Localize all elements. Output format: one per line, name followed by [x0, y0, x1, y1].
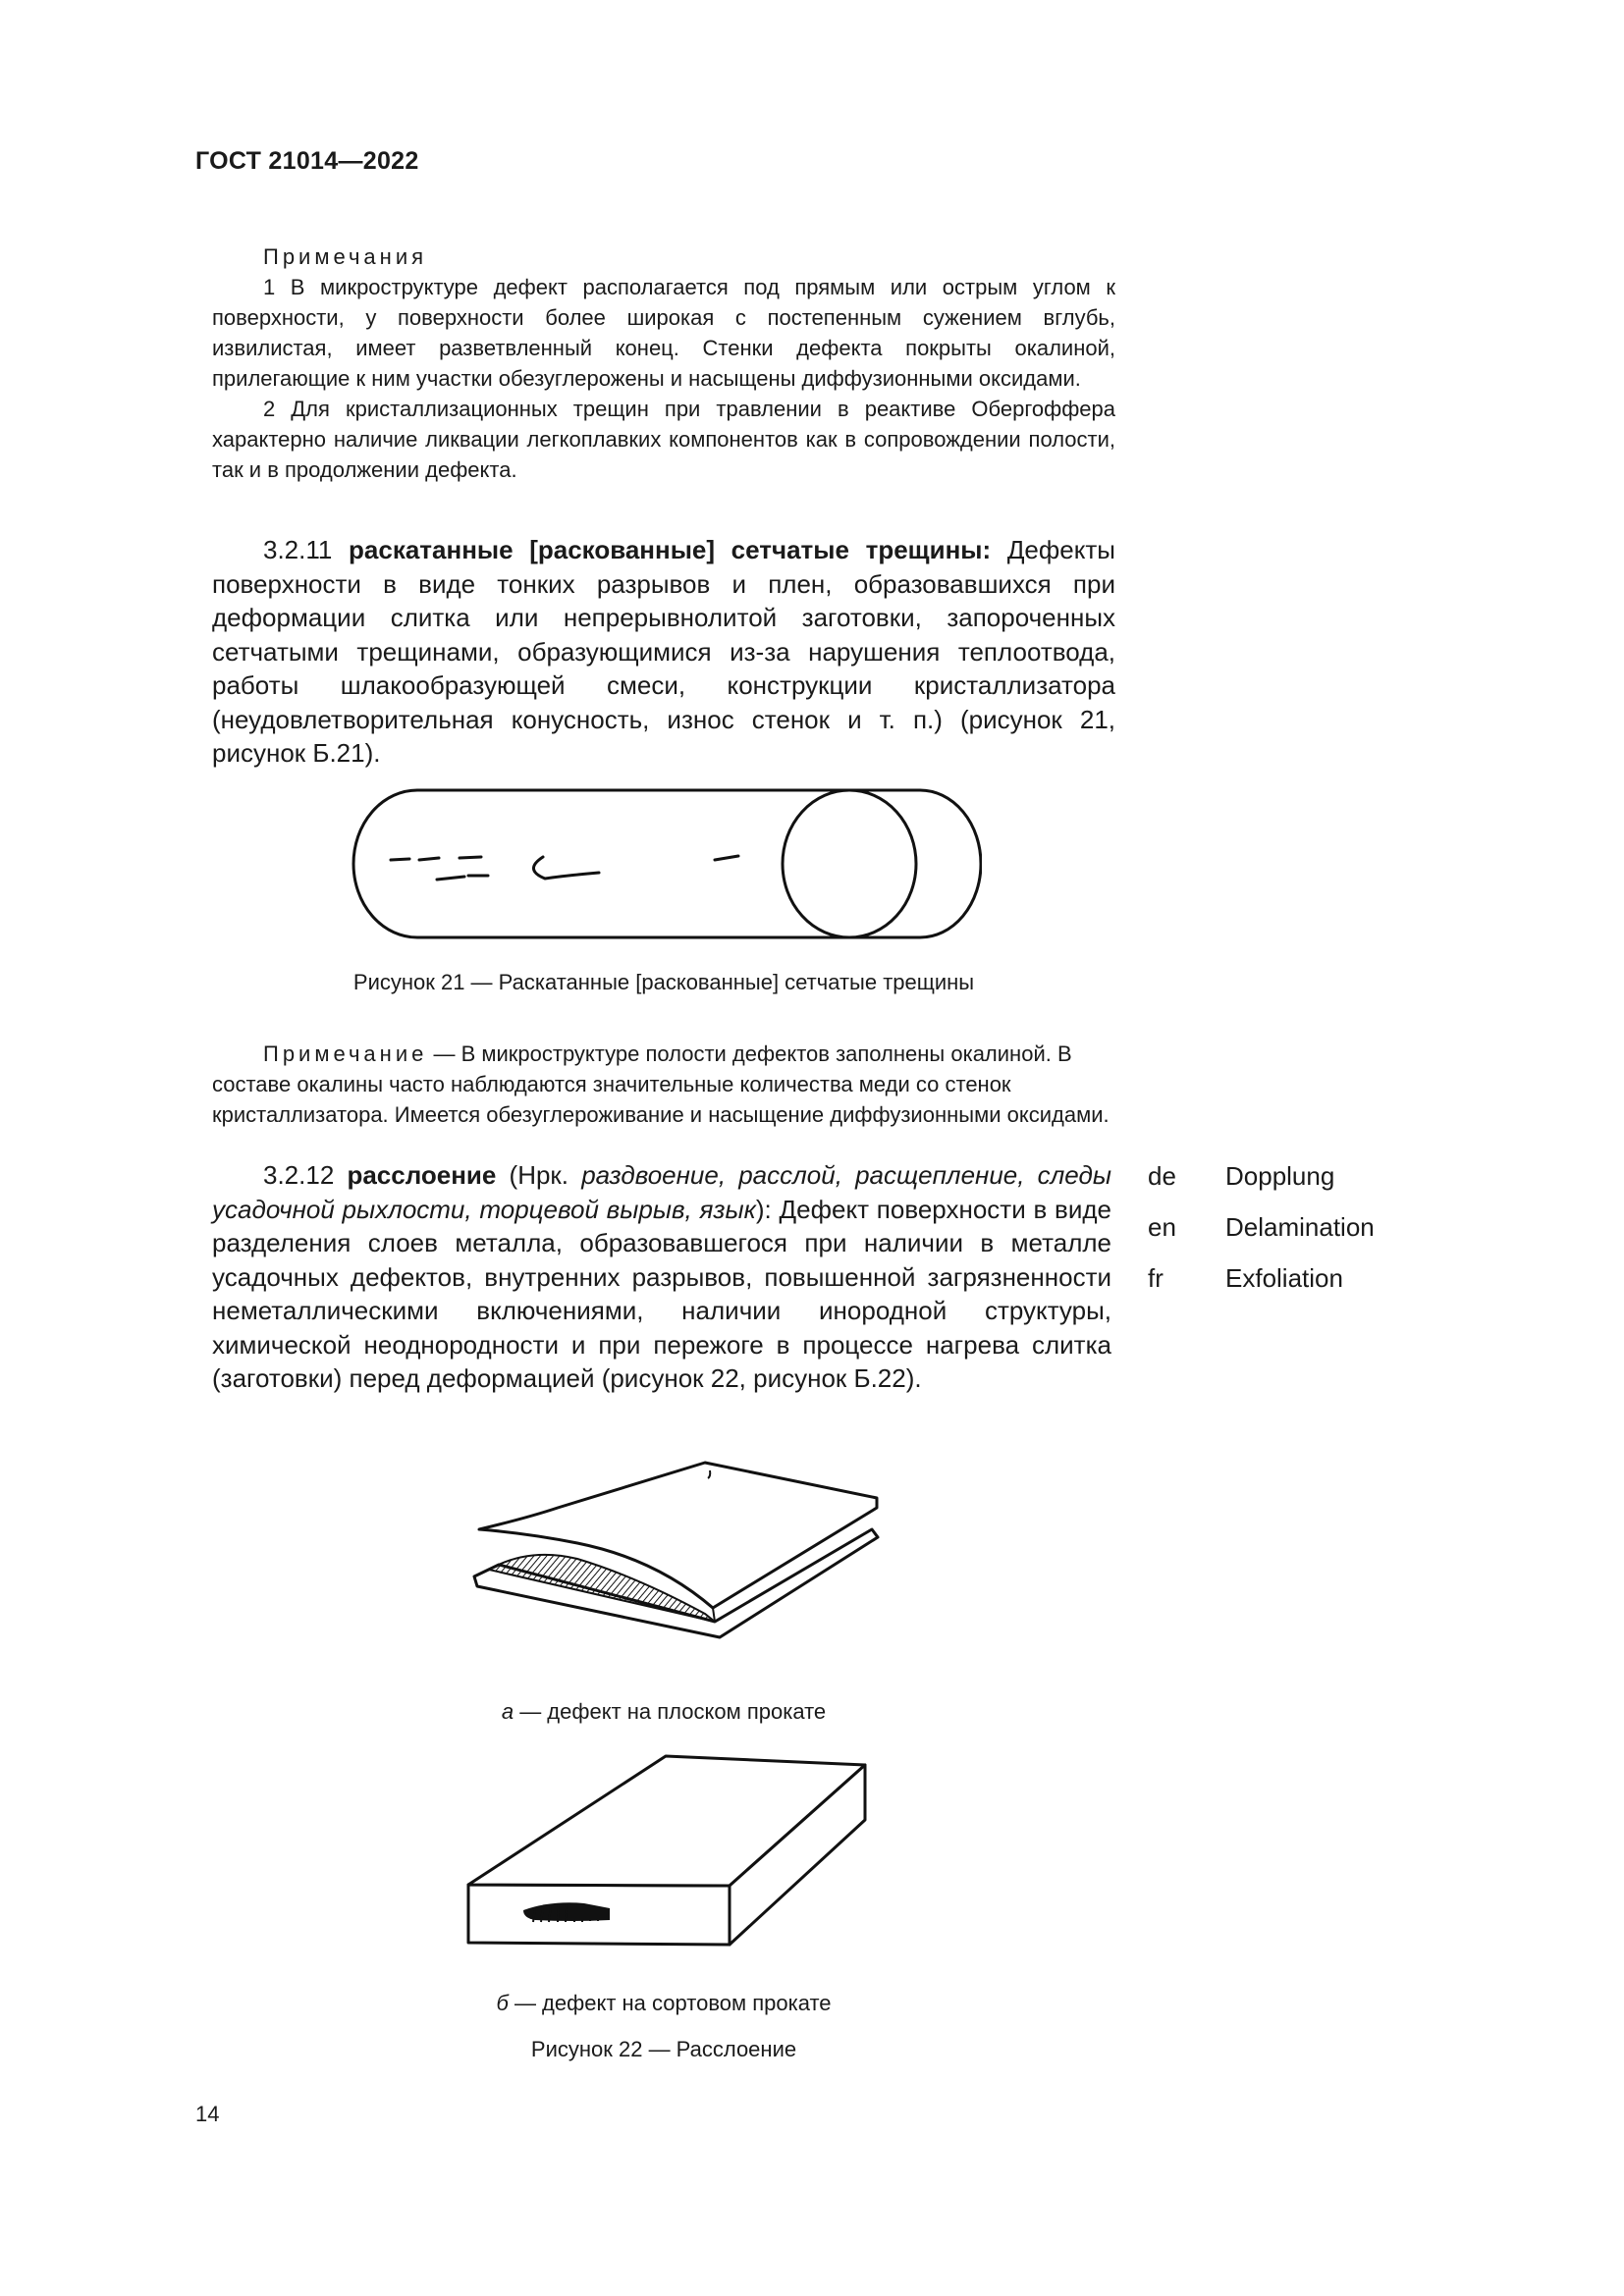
notes-title: Примечания [263, 244, 428, 269]
term-definition: Дефекты поверхности в виде тонких разрывов и плен, образовавшихся при деформации слитка или непрерывнолитой заготовки, запороченных сетчатыми трещинами, образующимися из-за нарушения теплоотвода, работы шлакообразующей смеси, конструкции кристаллизатора (неудовлетворительная конусность, износ стенок и т. п.) (рисунок 21, рисунок Б.21). [212, 535, 1115, 768]
figure-21-caption: Рисунок 21 — Раскатанные [раскованные] сетчатые трещины [352, 970, 975, 994]
note-figure-21 [212, 1017, 1115, 1151]
lang-term-fr: Exfoliation [1225, 1263, 1343, 1293]
nrk-open: (Нрк. [496, 1160, 582, 1190]
sub-label-a: а [501, 1699, 514, 1724]
lang-code-en: en [1148, 1212, 1176, 1242]
nonrecommended-terms: раздвоение, расслой, расщепление, следы усадочной рыхлости, торцевой вырыв, язык [212, 1160, 1111, 1224]
lang-term-en: Delamination [1225, 1212, 1375, 1242]
figure-21-drawing [349, 785, 982, 942]
figure-22a-drawing [469, 1449, 882, 1665]
sub-caption-a: — дефект на плоском прокате [514, 1699, 827, 1724]
term-3-2-12 [212, 1158, 1111, 1396]
term-title: расслоение [347, 1160, 497, 1190]
figure-22-caption: Рисунок 22 — Расслоение [530, 2037, 797, 2061]
document-header: ГОСТ 21014—2022 [195, 147, 419, 175]
term-definition: Дефект поверхности в виде разделения слоев металла, образовавшегося при наличии в металле усадочных дефектов, внутренних разрывов, повышенной загрязненности неметаллическими включениями, наличии инородной структуры, химической неоднородности и при пережоге в процессе нагрева слитка (заготовки) перед деформацией (рисунок 22, рисунок Б.22). [212, 1194, 1112, 1393]
sub-caption-b: — дефект на сортовом прокате [508, 1991, 832, 2015]
figure-22b-drawing [464, 1751, 877, 1952]
page-number: 14 [195, 2102, 220, 2126]
lang-term-de: Dopplung [1225, 1161, 1335, 1191]
note-item-1: 1 В микроструктуре дефект располагается под прямым или острым углом к поверхности, у поверхности более широкая с постепенным сужением вглубь, извилистая, имеет разветвленный конец. Стенки дефекта покрыты окалиной, прилегающие к ним участки обезуглерожены и насыщены диффузионными оксидами. [212, 275, 1115, 391]
term-number: 3.2.11 [263, 535, 333, 564]
term-number: 3.2.12 [263, 1160, 335, 1190]
nrk-close: ): [755, 1194, 780, 1224]
sub-label-b: б [496, 1991, 509, 2015]
term-title: раскатанные [раскованные] сетчатые трещины: [349, 535, 992, 564]
figure-22a-caption [212, 1699, 1115, 1725]
figure-22b-caption [212, 1991, 1115, 2016]
note-label: Примечание [263, 1041, 428, 1066]
lang-code-de: de [1148, 1161, 1176, 1191]
note-item-2: 2 Для кристаллизационных трещин при травлении в реактиве Обергоффера характерно наличие ликвации легкоплавких компонентов как в сопровождении полости, так и в продолжении дефекта. [212, 397, 1115, 482]
lang-code-fr: fr [1148, 1263, 1164, 1293]
term-3-2-11 [212, 533, 1115, 771]
notes-block [212, 241, 1115, 485]
note-text: — В микроструктуре полости дефектов заполнены окалиной. В составе окалины часто наблюдаются значительные количества меди со стенок кристаллизатора. Имеется обезуглероживание и насыщение диффузионными оксидами. [212, 1041, 1110, 1127]
